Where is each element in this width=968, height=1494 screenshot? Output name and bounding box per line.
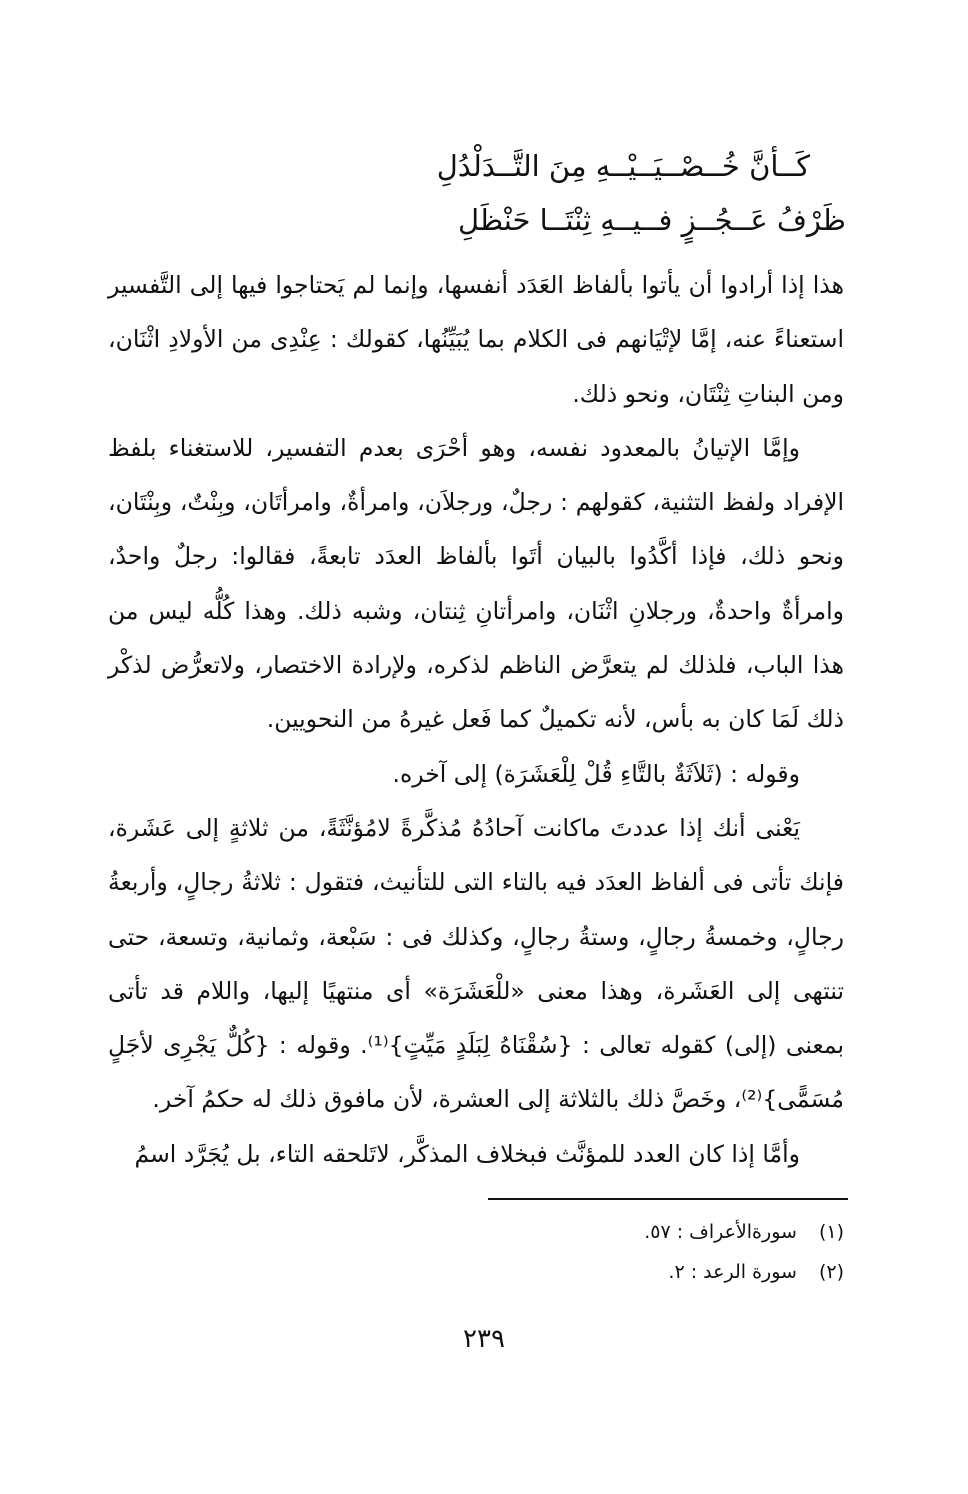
footnote-number: (١) xyxy=(818,1221,844,1243)
footnote xyxy=(484,1252,844,1292)
footnote-divider xyxy=(488,1198,848,1200)
footnotes xyxy=(484,1212,844,1292)
poetry-verse-1: كَــأنَّ خُــصْــيَــيْــهِ مِنَ التَّــدَلْدُلِ xyxy=(436,149,810,183)
paragraph: وقوله : (ثَلاَثَةٌ بالتَّاءِ قُلْ لِلْعَشَرَة) إلى آخره. xyxy=(392,759,800,788)
poetry-verse-2: ظَرْفُ عَــجُــزٍ فــيــهِ ثِنْتَــا حَنْظَلِ xyxy=(457,203,846,237)
footnote-text: سورةالأعراف : ٥٧. xyxy=(644,1221,797,1243)
paragraph: وإمَّا الإتيانُ بالمعدود نفسه، وهو أحْرَى بعدم التفسير، للاستغناء بلفظ الإفراد ولفظ التثنية، كقولهم : رجلٌ، ورجلاَن، وامرأةٌ، وامرأتَان، وبِنْتٌ، وبِنْتَان، ونحو ذلك، فإذا أكَّدُوا بالبيان أتَوا بألفاظ العدَد تابعةً، فقالوا: رجلٌ واحدٌ، وامرأةٌ واحدةٌ، ورجلانِ اثْنَان، وامرأتانِ ثِنتان، وشبه ذلك. وهذا كُلُّه ليس من هذا الباب، فلذلك لم يتعرَّض الناظم لذكره، ولإرادة الاختصار، ولاتعرُّض لذكْر ذلك لَمَا كان به بأس، لأنه تكميلٌ كما فَعل غيرهُ من النحويين. xyxy=(108,433,844,734)
paragraph: وأمَّا إذا كان العدد للمؤنَّث فبخلاف المذكَّر، لاتَلحقه التاء، بل يُجَرَّد اسمُ xyxy=(134,1139,800,1168)
paragraph: هذا إذا أرادوا أن يأتوا بألفاظ العَدَد أنفسها، وإنما لم يَحتاجوا فيها إلى التَّفسير استعناءً عنه، إمَّا لإتْيَانهم فى الكلام بما يُبَيِّنُها، كقولك : عِنْدِى من الأولادِ اثْنَان، ومن البناتِ ثِنْتَان، ونحو ذلك. xyxy=(108,271,844,408)
footnote-text: سورة الرعد : ٢. xyxy=(668,1261,797,1283)
main-text xyxy=(108,258,844,1181)
paragraph: يَعْنى أنك إذا عددتَ ماكانت آحادُهُ مُذكَّرةً لامُؤنَّثَةً، من ثلاثةٍ إلى عَشَرة، فإنك تأتى فى ألفاظ العدَد فيه بالتاء التى للتأنيث، فتقول : ثلاثةُ رجالٍ، وأربعةُ رجالٍ، وخمسةُ رجالٍ، وستةُ رجالٍ، وكذلك فى : سَبْعة، وثمانية، وتسعة، حتى تنتهى إلى العَشَرة، وهذا معنى «للْعَشَرَة» أى منتهيًا إليها، واللام قد تأتى بمعنى (إلى) كقوله تعالى : {سُقْنَاهُ لِبَلَدٍ مَيِّتٍ}⁽¹⁾. وقوله : {كُلٌّ يَجْرِى لأجَلٍ مُسَمًّى}⁽²⁾، وخَصَّ ذلك بالثلاثة إلى العشرة، لأن مافوق ذلك له حكمُ آخر. xyxy=(108,813,844,1114)
footnote-number: (٢) xyxy=(818,1261,844,1283)
footnote xyxy=(484,1212,844,1252)
page-number: ٢٣٩ xyxy=(463,1324,505,1354)
